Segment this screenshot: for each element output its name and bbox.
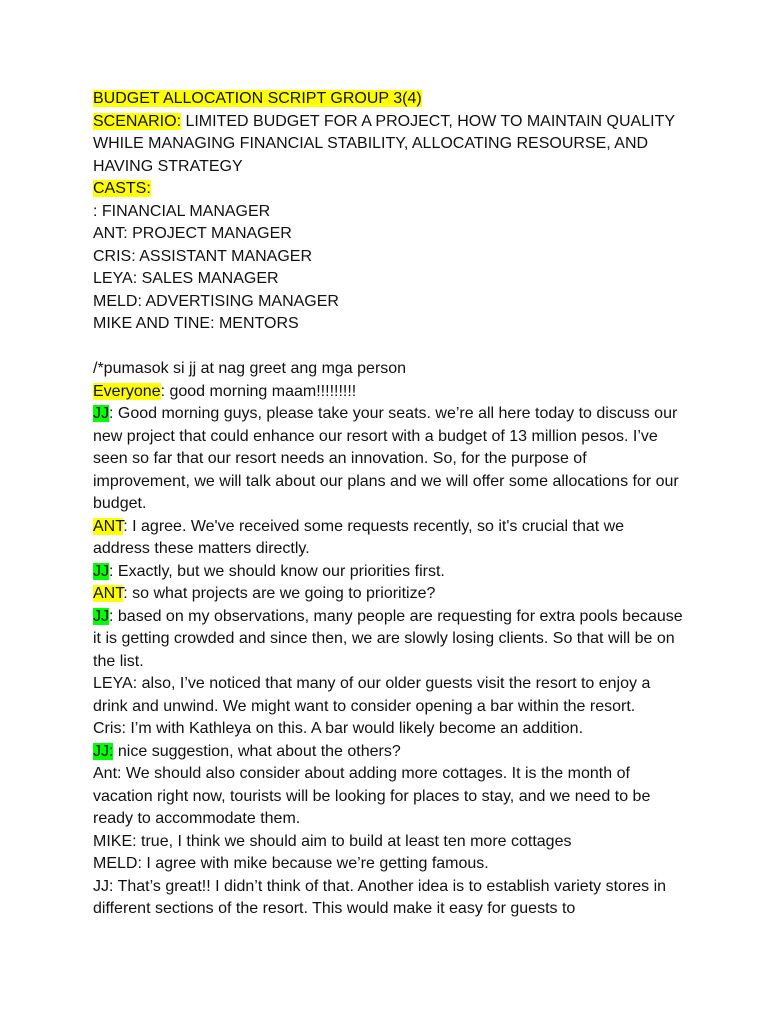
- dialogue-text: : good morning maam!!!!!!!!!: [160, 382, 357, 400]
- dialogue-line: [93, 583, 683, 606]
- dialogue-text: nice suggestion, what about the others?: [113, 742, 401, 760]
- casts-heading: CASTS:: [93, 180, 151, 197]
- cast-item: MIKE AND TINE: MENTORS: [93, 315, 299, 332]
- speaker-name: MELD: [93, 855, 138, 872]
- cast-item: CRIS: ASSISTANT MANAGER: [93, 247, 313, 265]
- dialogue-text: : I agree with mike because we’re getting famous.: [137, 855, 489, 872]
- blank-line: [93, 336, 683, 359]
- dialogue-line: [93, 718, 683, 741]
- dialogue-text: : so what projects are we going to prioritize?: [123, 585, 436, 602]
- cast-item: ANT: PROJECT MANAGER: [93, 225, 292, 242]
- dialogue-line: [93, 381, 683, 404]
- speaker-name: JJ: [93, 405, 109, 422]
- dialogue-line: [93, 831, 683, 854]
- dialogue-line: [93, 876, 683, 921]
- dialogue-text: : That’s great!! I didn’t think of that. Another idea is to establish variety stores in different sections of the resort. This would make it easy for guests to: [93, 877, 667, 917]
- cast-item: MELD: ADVERTISING MANAGER: [93, 292, 339, 310]
- scenario-text: LIMITED BUDGET FOR A PROJECT, HOW TO MAINTAIN QUALITY WHILE MANAGING FINANCIAL STABILITY, ALLOCATING RESOURSE, AND HAVING STRATEGY: [93, 112, 675, 175]
- stage-note: /*pumasok si jj at nag greet ang mga person: [93, 360, 407, 377]
- dialogue-line: [93, 516, 683, 561]
- dialogue-text: : also, I’ve noticed that many of our older guests visit the resort to enjoy a drink and unwind. We might want to consider opening a bar within the resort.: [93, 675, 651, 715]
- dialogue-text: : Exactly, but we should know our priorities first.: [109, 562, 445, 580]
- speaker-name: ANT: [93, 585, 124, 602]
- cast-item: LEYA: SALES MANAGER: [93, 270, 279, 287]
- dialogue-text: : I’m with Kathleya on this. A bar would likely become an addition.: [121, 720, 584, 737]
- scenario-label: SCENARIO:: [93, 112, 182, 130]
- document-title: BUDGET ALLOCATION SCRIPT GROUP 3(4): [93, 90, 422, 107]
- dialogue-text: : We should also consider about adding more cottages. It is the month of vacation right now, tourists will be looking for places to stay, and we need to be ready to accommodate them.: [93, 765, 651, 827]
- dialogue-line: [93, 853, 683, 876]
- speaker-name: Ant: [93, 765, 118, 782]
- dialogue-text: : based on my observations, many people are requesting for extra pools because it is getting crowded and since then, we are slowly losing clients. So that will be on the list.: [93, 607, 683, 670]
- dialogue-line: [93, 606, 683, 674]
- dialogue-text: : I agree. We've received some requests recently, so it's crucial that we address these matters directly.: [93, 517, 625, 557]
- speaker-name: JJ: [93, 562, 109, 580]
- dialogue-text: : true, I think we should aim to build at least ten more cottages: [132, 832, 572, 850]
- dialogue-text: : Good morning guys, please take your seats. we’re all here today to discuss our new project that could enhance our resort with a budget of 13 million pesos. I’ve seen so far that our resort needs an innovation. So, for the purpose of improvement, we will talk about our plans and we will offer some allocations for our budget.: [93, 405, 679, 512]
- dialogue-line: [93, 561, 683, 584]
- scenario-paragraph: [93, 111, 683, 179]
- speaker-name: JJ:: [93, 742, 114, 760]
- dialogue-line: [93, 763, 683, 831]
- speaker-name: LEYA: [93, 675, 133, 692]
- speaker-name: Cris: [93, 720, 122, 737]
- speaker-name: ANT: [93, 517, 124, 535]
- document-body: [93, 88, 683, 921]
- dialogue-line: [93, 403, 683, 516]
- speaker-name: JJ: [93, 877, 109, 895]
- speaker-name: JJ: [93, 607, 109, 625]
- cast-item: : FINANCIAL MANAGER: [93, 202, 271, 220]
- speaker-name: Everyone: [93, 382, 161, 400]
- dialogue-line: [93, 741, 683, 764]
- speaker-name: MIKE: [93, 832, 133, 850]
- dialogue-line: [93, 673, 683, 718]
